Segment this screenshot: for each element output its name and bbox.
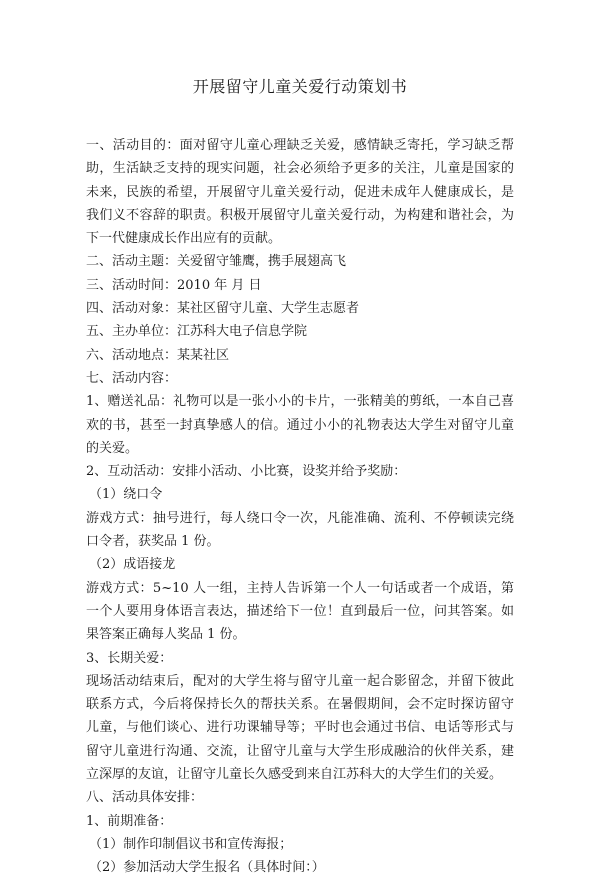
heading-content: 七、活动内容： <box>86 370 178 386</box>
heading-long-term-care: 3、长期关爱： <box>86 650 173 666</box>
paragraph-long-term-care: 现场活动结束后，配对的大学生将与留守儿童一起合影留念，并留下彼此联系方式，今后将保持长久的帮扶关系。在暑假期间，会不定时探访留守儿童，与他们谈心、进行功课辅导等；平时也会通过书信、电话等形式与留守儿童进行沟通、交流，让留守儿童与大学生形成融洽的伙伴关系，建立深厚的友谊，让留守儿童长久感受到来自江苏科大的大学生们的关爱。 <box>86 673 514 783</box>
paragraph-theme: 二、活动主题：关爱留守雏鹰，携手展翅高飞 <box>86 254 347 270</box>
paragraph-gifts: 1、赠送礼品：礼物可以是一张小小的卡片，一张精美的剪纸，一本自己喜欢的书，甚至一封真挚感人的信。通过小小的礼物表达大学生对留守儿童的关爱。 <box>86 394 514 456</box>
subheading-idiom-chain: （2）成语接龙 <box>89 557 176 573</box>
paragraph-time: 三、活动时间：2010 年 月 日 <box>86 277 262 293</box>
paragraph-target: 四、活动对象：某社区留守儿童、大学生志愿者 <box>86 301 360 317</box>
paragraph-interactive: 2、互动活动：安排小活动、小比赛，设奖并给予奖励： <box>86 464 407 480</box>
list-item-registration: （2）参加活动大学生报名（具体时间：） <box>89 860 325 876</box>
subheading-tongue-twister: （1）绕口令 <box>89 487 163 503</box>
document-body <box>86 134 514 880</box>
paragraph-purpose: 一、活动目的：面对留守儿童心理缺乏关爱，感情缺乏寄托，学习缺乏帮助，生活缺乏支持的现实问题，社会必须给予更多的关注，儿童是国家的未来，民族的希望，开展留守儿童关爱行动，促进未成年人健康成长，是我们义不容辞的职责。积极开展留守儿童关爱行动，为构建和谐社会，为下一代健康成长作出应有的贡献。 <box>86 138 514 247</box>
paragraph-organizer: 五、主办单位：江苏科大电子信息学院 <box>86 324 308 340</box>
heading-schedule: 八、活动具体安排： <box>86 790 204 806</box>
paragraph-idiom-chain-rules: 游戏方式：5~10 人一组，主持人告诉第一个人一句话或者一个成语，第一个人要用身体语言表达，描述给下一位！直到最后一位，问其答案。如果答案正确每人奖品 1 份。 <box>86 580 514 643</box>
paragraph-tongue-twister-rules: 游戏方式：抽号进行，每人绕口令一次，凡能准确、流利、不停顿读完绕口令者，获奖品 1 份。 <box>86 510 514 550</box>
paragraph-location: 六、活动地点：某某社区 <box>86 347 230 363</box>
document-title: 开展留守儿童关爱行动策划书 <box>192 77 408 96</box>
list-item-posters: （1）制作印制倡议书和宣传海报； <box>89 836 293 852</box>
heading-preparation: 1、前期准备： <box>86 813 173 829</box>
